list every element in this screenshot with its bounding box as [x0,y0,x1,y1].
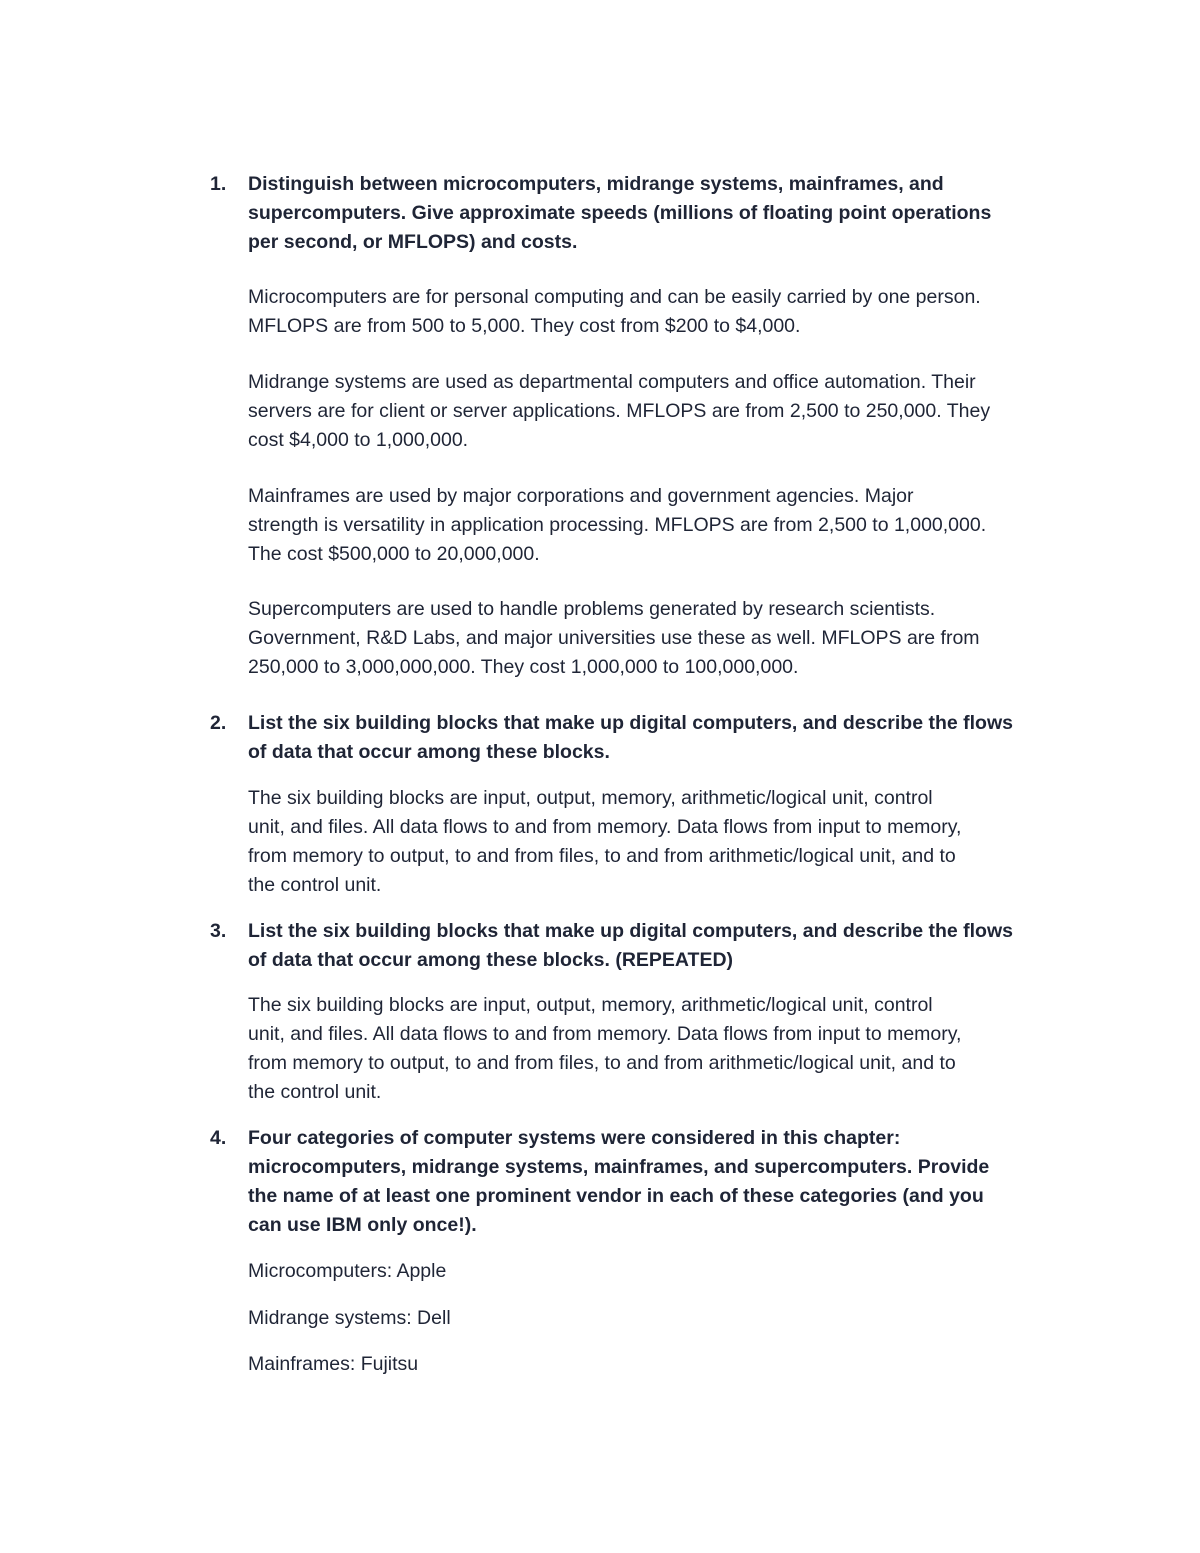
answer-text: Mainframes: Fujitsu [248,1353,419,1375]
answer-paragraph [248,368,1078,455]
answer-paragraph [248,595,1078,682]
answer-text: Microcomputers: Apple [248,1260,447,1282]
answer-paragraph [248,1350,1078,1379]
question-item-3 [210,917,1078,975]
answer-text: Supercomputers are used to handle problems generated by research scientists. Government, R&D Labs, and major universities use these as well. MFLOPS are from 250,000 to 3,000,000,000. They cost 1,000,000 to 100,000,000. [248,598,980,678]
answer-paragraph [248,1257,1078,1286]
question-text: List the six building blocks that make up digital computers, and describe the flows of data that occur among these blocks. (REPEATED) [248,920,1013,971]
answer-paragraph [248,283,1078,341]
answer-paragraph [248,1304,1078,1333]
answer-text: The six building blocks are input, output, memory, arithmetic/logical unit, control unit, and files. All data flows to and from memory. Data flows from input to memory, from memory to output, to and from files, to and from arithmetic/logical unit, and to the control unit. [248,787,962,896]
question-number: 3. [210,920,227,942]
answer-paragraph [248,991,1078,1107]
question-number: 4. [210,1127,227,1149]
question-text: Distinguish between microcomputers, midrange systems, mainframes, and supercomputers. Give approximate speeds (millions of floating point operations per second, or MFLOPS) and costs. [248,173,992,253]
answer-paragraph [248,482,1078,569]
answer-paragraph [248,784,1078,900]
question-number: 2. [210,712,227,734]
question-text: Four categories of computer systems were considered in this chapter: microcomputers, midrange systems, mainframes, and supercomputers. Provide the name of at least one prominent vendor in each of these categories (and you can use IBM only once!). [248,1127,990,1236]
answer-text: Microcomputers are for personal computing and can be easily carried by one person. MFLOPS are from 500 to 5,000. They cost from $200 to $4,000. [248,286,981,337]
question-item-4 [210,1124,1078,1240]
answer-text: Midrange systems are used as departmental computers and office automation. Their servers are for client or server applications. MFLOPS are from 2,500 to 250,000. They cost $4,000 to 1,000,000. [248,371,991,451]
question-number: 1. [210,173,227,195]
answer-text: The six building blocks are input, output, memory, arithmetic/logical unit, control unit, and files. All data flows to and from memory. Data flows from input to memory, from memory to output, to and from files, to and from arithmetic/logical unit, and to the control unit. [248,994,962,1103]
question-text: List the six building blocks that make up digital computers, and describe the flows of data that occur among these blocks. [248,712,1013,763]
answer-text: Midrange systems: Dell [248,1307,451,1329]
question-item-2 [210,709,1078,767]
answer-text: Mainframes are used by major corporations and government agencies. Major strength is versatility in application processing. MFLOPS are from 2,500 to 1,000,000. The cost $500,000 to 20,000,000. [248,485,987,565]
question-item-1 [210,170,1078,257]
